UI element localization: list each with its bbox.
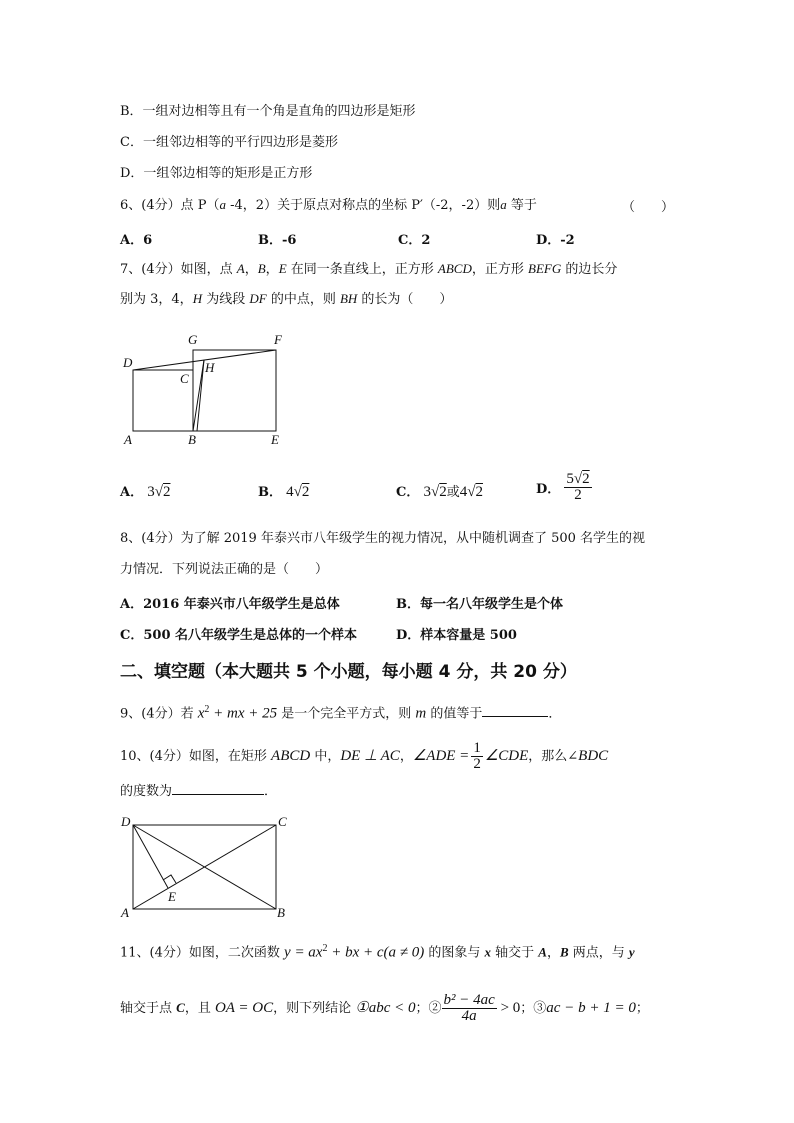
q7-option-a: A． 3√2 — [120, 484, 171, 500]
q9-expr-exponent: 2 — [204, 704, 210, 715]
q11-oa-oc: OA = OC — [214, 1000, 274, 1016]
q6-option-a: A．6 — [120, 233, 153, 248]
q7-label-c: C — [180, 371, 189, 386]
q7-option-c-label: C． — [396, 485, 420, 500]
q7-text: 别为 3，4， — [120, 292, 193, 307]
q10-line-de — [133, 825, 168, 888]
q11-text: ；③ — [520, 1001, 547, 1016]
q6-var-a: a — [219, 197, 226, 212]
q7-option-c-coef2: 4 — [459, 484, 468, 500]
q7-text: 的边长分 — [561, 262, 618, 277]
q10-angle-ade: ∠ADE = — [412, 748, 470, 764]
q10-label-e: E — [168, 889, 176, 904]
q11-fraction-num: b² − 4ac — [443, 992, 495, 1008]
q10-half-den: 2 — [473, 756, 481, 772]
q5-option-d: D．一组邻边相等的矩形是正方形 — [120, 166, 313, 181]
q11-point-c: C — [176, 1000, 185, 1015]
q11-point-a: A — [538, 944, 547, 960]
q10-comma: ， — [399, 749, 413, 764]
q6-var-a2: a — [500, 197, 507, 212]
q8-option-a: A．2016 年泰兴市八年级学生是总体 — [120, 597, 340, 612]
q7-label-a: A — [124, 432, 132, 447]
q11-text: 两点，与 — [568, 945, 629, 961]
q6-option-b: B．-6 — [258, 233, 297, 248]
q10-label-a: A — [121, 905, 129, 920]
q11-number: 11、(4分）如图，二次函数 — [120, 945, 285, 961]
q7-option-d-label: D． — [536, 482, 561, 497]
q10-perp: DE ⊥ AC — [340, 748, 400, 764]
q11-conclusion-3: ac − b + 1 = 0 — [546, 1000, 636, 1016]
q7-square-abcd: ABCD — [437, 261, 472, 276]
q9-answer-blank[interactable] — [482, 702, 548, 717]
q7-option-d — [536, 472, 592, 503]
q9-period: ． — [548, 706, 562, 722]
q10-angle-bdc: BDC — [578, 748, 609, 764]
q8-option-d: D．样本容量是 500 — [396, 628, 517, 643]
q10-answer-blank[interactable] — [172, 780, 264, 795]
q11-text: 的图象与 — [424, 945, 485, 961]
q7-label-d: D — [123, 355, 133, 370]
q10-text: 中， — [310, 749, 341, 764]
q6-option-c: C．2 — [398, 233, 431, 248]
q10-figure — [118, 812, 298, 922]
q11-fraction-den: 4a — [461, 1008, 477, 1024]
q7-label-h: H — [205, 360, 215, 375]
q11-x-axis: x — [484, 944, 492, 960]
q11-stem-line1 — [120, 940, 635, 962]
q9-expr-rest: + mx + 25 — [209, 705, 278, 722]
q10-half-num: 1 — [473, 740, 481, 756]
q11-text: ； — [635, 1001, 649, 1016]
q7-label-b: B — [188, 432, 196, 447]
q9-stem — [120, 701, 561, 723]
q7-square-befg: BEFG — [528, 261, 562, 276]
q5-option-c: C．一组邻边相等的平行四边形是菱形 — [120, 135, 338, 150]
q10-angle-cde: ∠CDE — [484, 748, 529, 764]
q8-stem-line1: 8、(4分）为了解 2019 年泰兴市八年级学生的视力情况，从中随机调查了 500 名学生的视 — [120, 531, 646, 546]
q11-func-exponent: 2 — [322, 943, 328, 954]
q9-text: 是一个完全平方式，则 — [277, 706, 416, 722]
q10-label-b: B — [277, 905, 285, 920]
q9-number: 9、(4分）若 — [120, 706, 198, 722]
q7-option-d-fraction: $\frac{5√2}{2}$ — [566, 471, 590, 503]
q7-label-f: F — [274, 332, 282, 347]
q10-stem-line2 — [120, 780, 277, 801]
q8-option-c: C．500 名八年级学生是总体的一个样本 — [120, 628, 358, 643]
q11-conclusion-1: ①abc < 0 — [355, 1000, 416, 1016]
q10-stem-line1 — [120, 741, 608, 772]
q11-comma: ， — [546, 945, 560, 961]
q10-label-d: D — [121, 814, 131, 829]
q11-func-rest: + bx + c — [327, 944, 384, 961]
q7-option-d-num-radicand: 2 — [582, 471, 590, 487]
q10-half — [471, 741, 483, 772]
q6-text-end: 等于 — [506, 198, 537, 213]
q11-point-b: B — [559, 944, 569, 960]
q10-text: 的度数为 — [120, 784, 173, 799]
q11-text: ，则下列结论 — [273, 1001, 356, 1016]
q7-option-a-label: A． — [120, 485, 144, 500]
q9-var-m: m — [415, 705, 427, 722]
q7-option-b-radicand: 2 — [301, 484, 310, 500]
q7-option-c: C． 3√2或4√2 — [396, 484, 483, 500]
q7-text: 在同一条直线上，正方形 — [286, 262, 438, 277]
q9-expr-x: x — [197, 705, 205, 722]
q7-option-b: B． 4√2 — [258, 484, 310, 500]
q7-option-c-radicand1: 2 — [439, 484, 447, 500]
q7-stem-line1 — [120, 260, 617, 279]
q10-rect-abcd: ABCD — [271, 748, 311, 764]
q7-comma: ， — [244, 262, 258, 277]
q11-y-axis: y — [628, 944, 635, 960]
q7-text: 的中点，则 — [266, 292, 340, 307]
q11-func: y = ax — [284, 944, 323, 961]
q6-stem — [120, 196, 537, 215]
q7-text: 的长为（ ） — [357, 292, 453, 307]
q10-label-c: C — [278, 814, 287, 829]
q11-text: 轴交于 — [491, 945, 539, 961]
q7-segment-bh: BH — [339, 291, 358, 306]
q7-option-a-radicand: 2 — [162, 484, 171, 500]
q6-answer-paren: （ ） — [622, 200, 675, 215]
q9-text: 的值等于 — [426, 706, 483, 722]
q7-text: 为线段 — [202, 292, 250, 307]
q8-option-b: B．每一名八年级学生是个体 — [396, 597, 563, 612]
q8-stem-line2: 力情况．下列说法正确的是（ ） — [120, 562, 329, 577]
q7-option-c-radicand2: 2 — [475, 484, 483, 500]
q7-figure — [118, 330, 298, 450]
q10-text: ，那么∠ — [528, 749, 579, 764]
q7-option-a-coef: 3 — [147, 484, 155, 500]
q7-option-c-or: 或 — [446, 485, 460, 500]
q7-option-b-coef: 4 — [286, 484, 294, 500]
q11-text: ；② — [415, 1001, 442, 1016]
q7-point-e: E — [278, 261, 287, 276]
q7-segment-df: DF — [249, 291, 267, 306]
q7-label-e: E — [271, 432, 279, 447]
q11-text: 轴交于点 — [120, 1001, 177, 1016]
q7-label-g: G — [188, 332, 198, 347]
q5-option-b: B．一组对边相等且有一个角是直角的四边形是矩形 — [120, 104, 416, 119]
q7-point-h: H — [192, 291, 203, 306]
q7-stem-line2 — [120, 290, 452, 309]
q11-text: ，且 — [184, 1001, 215, 1016]
q7-text: ，正方形 — [471, 262, 528, 277]
q7-point-a: A — [236, 261, 245, 276]
q7-text: 7、(4分）如图，点 — [120, 262, 237, 277]
q6-option-d: D．-2 — [536, 233, 575, 248]
q7-option-d-denominator: 2 — [574, 487, 582, 503]
q7-option-c-coef1: 3 — [423, 484, 431, 500]
q11-condition: (a ≠ 0) — [383, 944, 425, 961]
q11-stem-line2 — [120, 993, 649, 1024]
q6-text-mid: -4，2）关于原点对称点的坐标 P′（-2，-2）则 — [226, 198, 501, 213]
q11-gt-zero: > 0 — [496, 1000, 521, 1016]
q6-number: 6、(4分）点 P（ — [120, 198, 220, 213]
q10-number: 10、(4分）如图，在矩形 — [120, 749, 272, 764]
q7-option-d-num-coef: 5 — [566, 471, 574, 487]
section-2-title: 二、填空题（本大题共 5 个小题，每小题 4 分，共 20 分） — [120, 662, 577, 682]
q7-point-b: B — [257, 261, 266, 276]
q11-fraction — [442, 993, 497, 1024]
q10-period: ． — [264, 784, 278, 799]
q7-option-b-label: B． — [258, 485, 282, 500]
q7-comma: ， — [265, 262, 279, 277]
